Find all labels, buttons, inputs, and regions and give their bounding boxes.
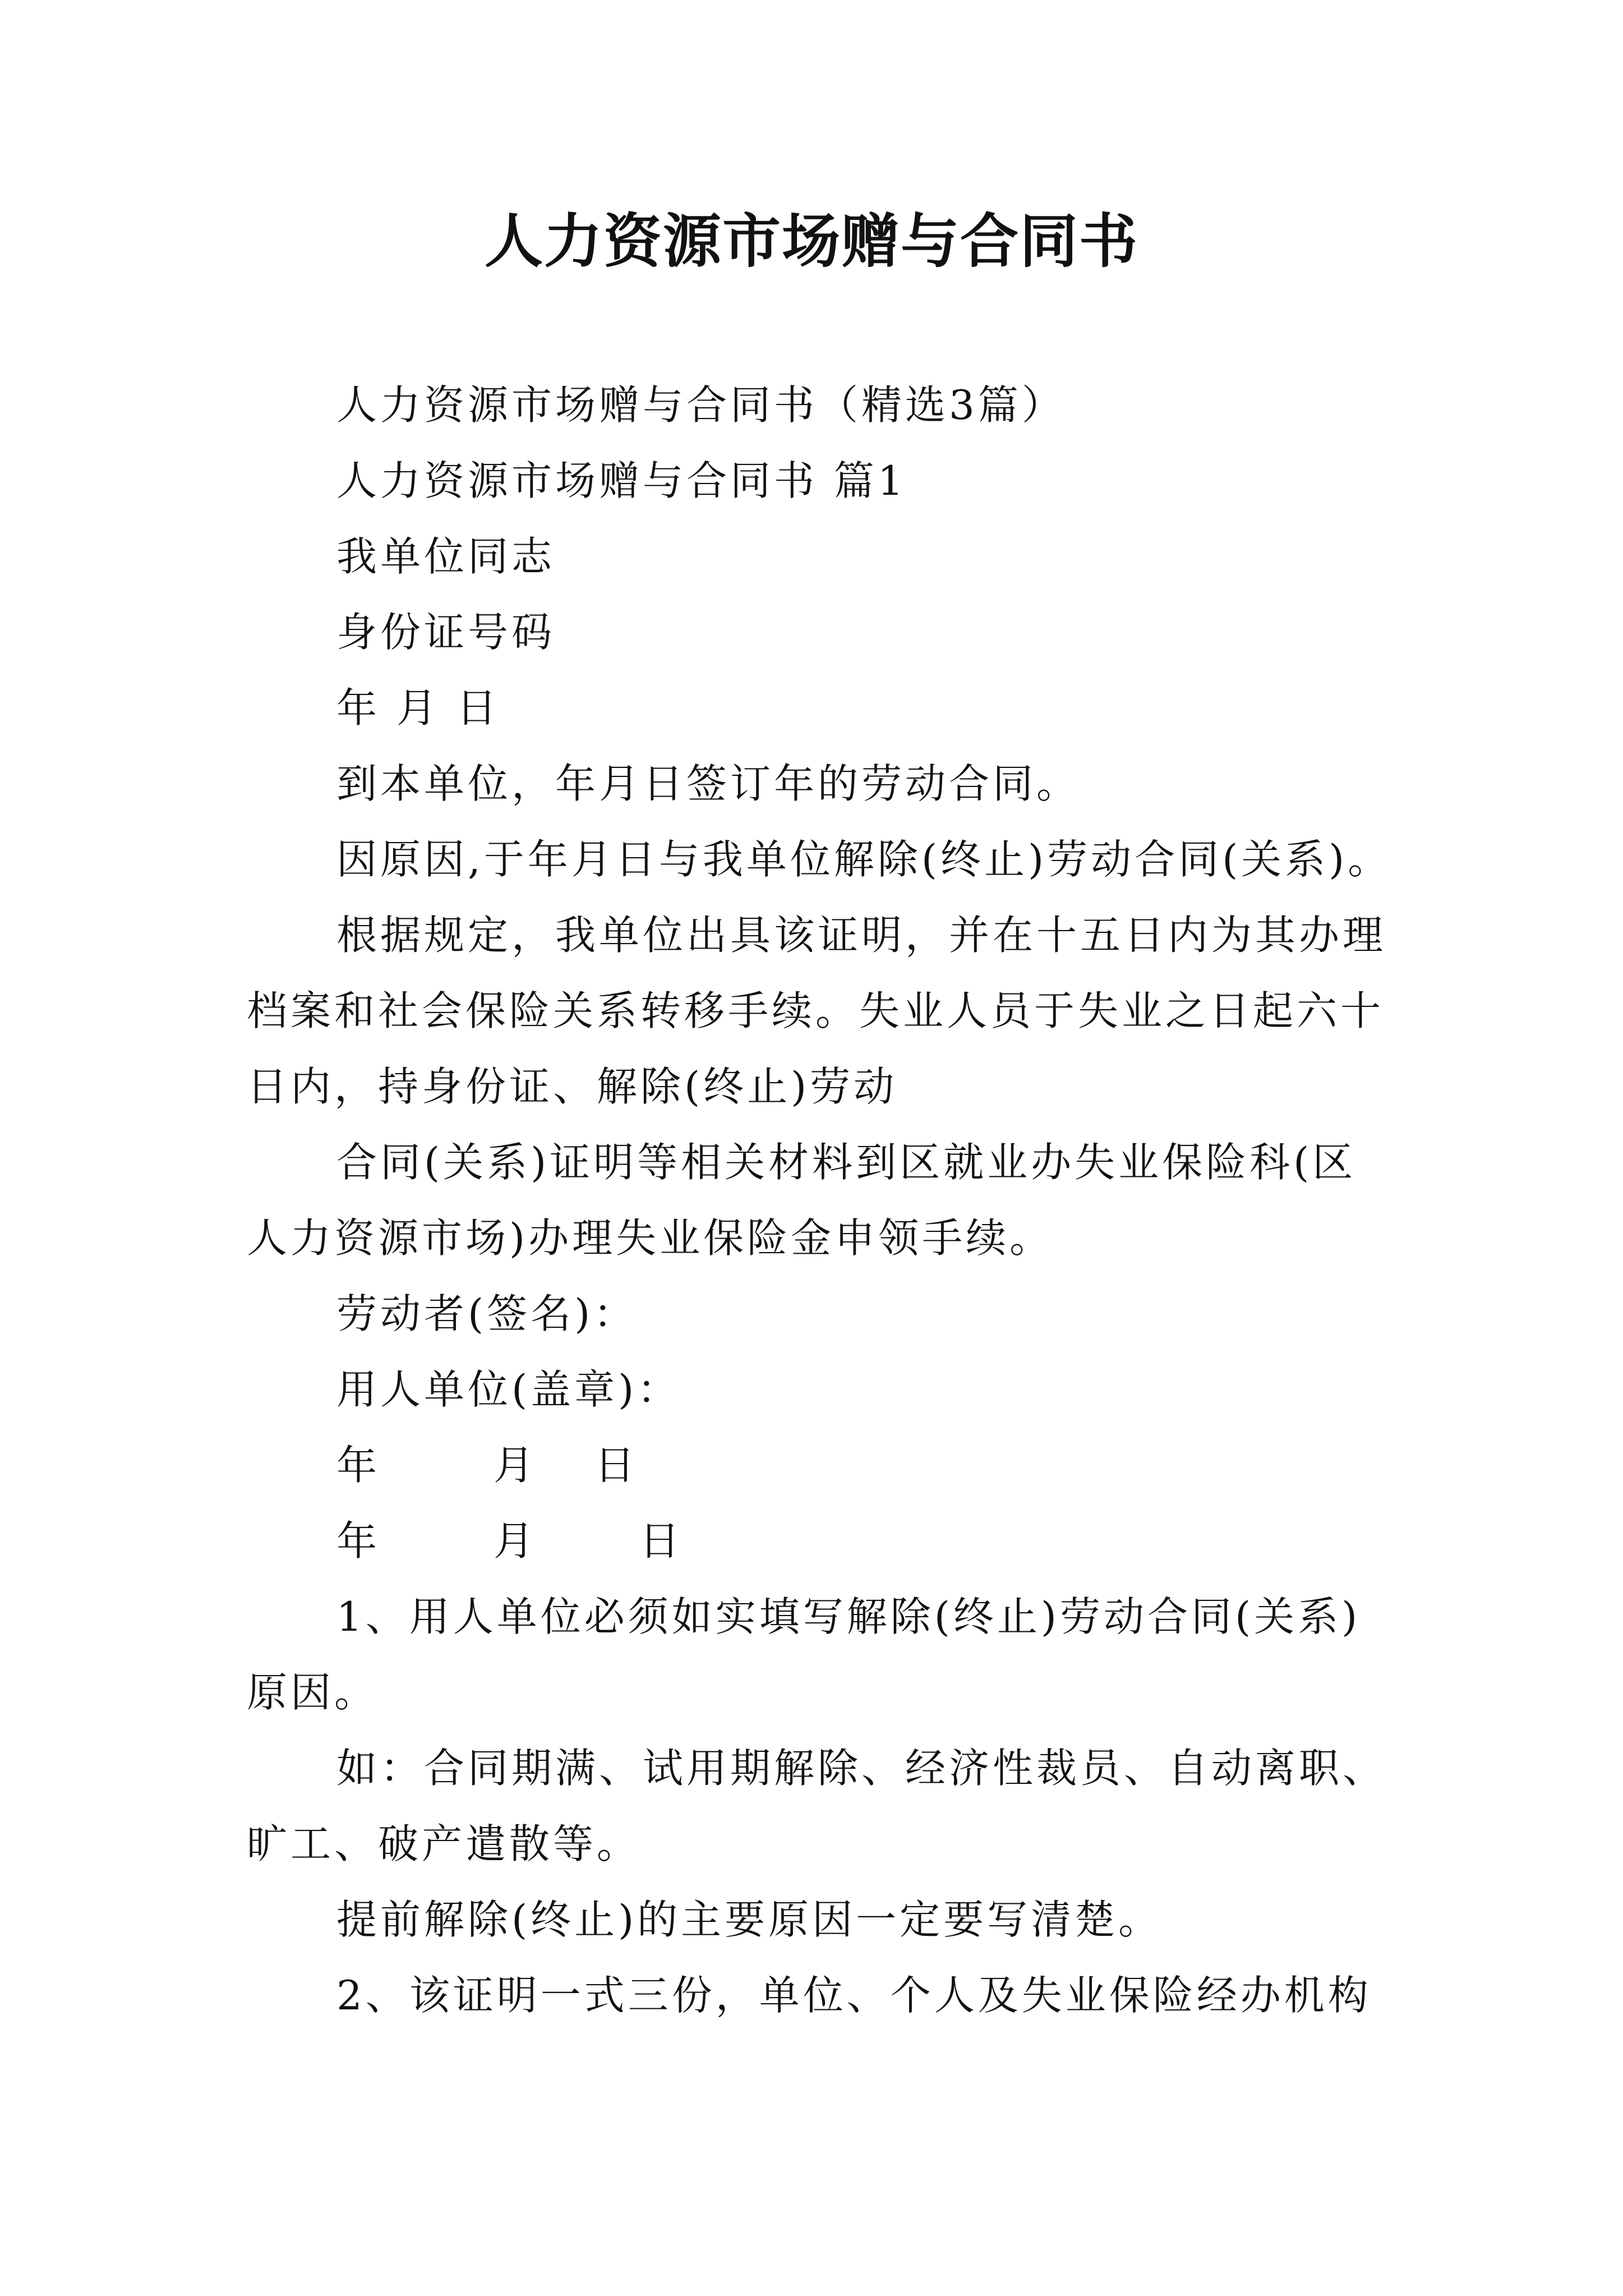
employer-seal-label: 用人单位(盖章)： [336, 1366, 681, 1413]
paragraph-materials-line-2: 人力资源市场)办理失业保险金申领手续。 [247, 1214, 1054, 1262]
date-day: 日 [594, 1442, 635, 1489]
worker-signature-label: 劳动者(签名)： [336, 1290, 638, 1337]
paragraph-date: 年 月 日 [336, 684, 500, 731]
note-1-line-1: 1、用人单位必须如实填写解除(终止)劳动合同(关系) [336, 1593, 1361, 1640]
note-examples-line-2: 旷工、破产遣散等。 [247, 1820, 641, 1867]
paragraph-regulation-line-2: 档案和社会保险关系转移手续。失业人员于失业之日起六十 [247, 987, 1385, 1034]
date-month: 月 [494, 1517, 534, 1565]
paragraph-materials-line-1: 合同(关系)证明等相关材料到区就业办失业保险科(区 [336, 1139, 1357, 1186]
paragraph-colleague: 我单位同志 [336, 533, 556, 580]
paragraph-id-number: 身份证号码 [336, 609, 556, 656]
date-day: 日 [639, 1517, 680, 1565]
paragraph-contract-signed: 到本单位，年月日签订年的劳动合同。 [336, 760, 1081, 807]
date-row-worker [247, 1428, 1559, 1503]
document-body [247, 367, 1559, 2033]
note-examples-line-1: 如：合同期满、试用期解除、经济性裁员、自动离职、 [336, 1745, 1387, 1792]
note-1-line-2: 原因。 [247, 1669, 379, 1716]
paragraph-section-heading: 人力资源市场赠与合同书 篇1 [336, 457, 907, 504]
paragraph-termination-reason: 因原因,于年月日与我单位解除(终止)劳动合同(关系)。 [336, 836, 1392, 883]
paragraph-regulation-line-3: 日内，持身份证、解除(终止)劳动 [247, 1063, 898, 1110]
date-row-employer [247, 1503, 1559, 1579]
date-month: 月 [494, 1442, 534, 1489]
paragraph-regulation-line-1: 根据规定，我单位出具该证明，并在十五日内为其办理 [336, 912, 1387, 959]
paragraph-subtitle: 人力资源市场赠与合同书（精选3篇） [336, 381, 1066, 429]
note-2-copies: 2、该证明一式三份，单位、个人及失业保险经办机构 [336, 1972, 1372, 2019]
document-title: 人力资源市场赠与合同书 [484, 207, 1138, 275]
note-early-termination: 提前解除(终止)的主要原因一定要写清楚。 [336, 1896, 1163, 1943]
date-year: 年 [336, 1517, 377, 1565]
date-year: 年 [336, 1442, 377, 1489]
